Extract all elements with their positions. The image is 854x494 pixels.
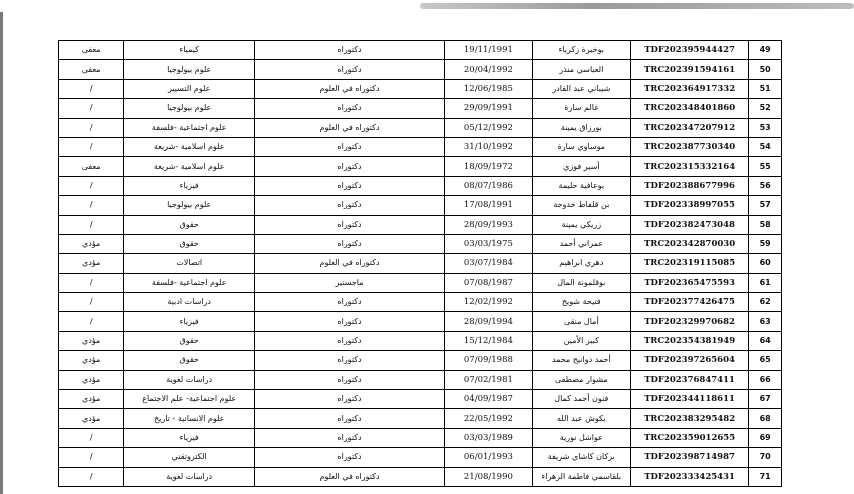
degree-cell: دكتوراه [255,157,445,176]
specialty-cell: فيزياء [124,176,255,195]
registration-code-cell: TDF202397265604 [630,351,748,370]
registration-code-cell: TDF202398714987 [630,448,748,467]
name-cell: فنون أحمد كمال [532,390,630,409]
specialty-cell: دراسات ادبية [124,293,255,312]
specialty-cell: علوم اجتماعية -فلسفة [124,118,255,137]
specialty-cell: علوم التسيير [124,79,255,98]
registration-code-cell: TDF202377426475 [630,293,748,312]
table-row [59,293,782,312]
name-cell: أسير فوزي [532,157,630,176]
table-row [59,137,782,156]
birth-date-cell: 03/07/1984 [444,254,532,273]
table-row [59,79,782,98]
row-number-cell: 66 [749,370,782,389]
name-cell: بوخيرة زكرياء [532,41,630,60]
birth-date-cell: 12/06/1985 [444,79,532,98]
row-number-cell: 53 [749,118,782,137]
specialty-cell: دراسات لغوية [124,467,255,486]
name-cell: بلقاسمي فاطمة الزهراء [532,467,630,486]
note-cell: / [59,215,124,234]
degree-cell: دكتوراه في العلوم [255,467,445,486]
table-row [59,312,782,331]
name-cell: زريكي يمينة [532,215,630,234]
note-cell: / [59,428,124,447]
birth-date-cell: 07/08/1987 [444,273,532,292]
table-row [59,99,782,118]
table-body [59,41,782,487]
note-cell: / [59,293,124,312]
birth-date-cell: 03/03/1975 [444,234,532,253]
table-row [59,467,782,486]
name-cell: بوقلمونة المال [532,273,630,292]
table-row [59,370,782,389]
degree-cell: دكتوراه [255,99,445,118]
registration-code-cell: TDF202388677996 [630,176,748,195]
specialty-cell: علوم بيولوجيا [124,60,255,79]
table-row [59,331,782,350]
row-number-cell: 49 [749,41,782,60]
birth-date-cell: 03/03/1989 [444,428,532,447]
registration-code-cell: TDF202333425431 [630,467,748,486]
row-number-cell: 61 [749,273,782,292]
birth-date-cell: 20/04/1992 [444,60,532,79]
row-number-cell: 54 [749,137,782,156]
degree-cell: دكتوراه في العلوم [255,79,445,98]
row-number-cell: 65 [749,351,782,370]
name-cell: بن قلفاط خدوجة [532,196,630,215]
birth-date-cell: 19/11/1991 [444,41,532,60]
registration-code-cell: TRC202342870030 [630,234,748,253]
specialty-cell: علوم الانسانية - تاريخ [124,409,255,428]
degree-cell: ماجستير [255,273,445,292]
registration-code-cell: TRC202387730340 [630,137,748,156]
row-number-cell: 57 [749,196,782,215]
name-cell: عمراني أحمد [532,234,630,253]
degree-cell: دكتوراه [255,448,445,467]
registration-code-cell: TDF202329970682 [630,312,748,331]
table-row [59,196,782,215]
specialty-cell: حقوق [124,351,255,370]
row-number-cell: 58 [749,215,782,234]
note-cell: مؤدي [59,351,124,370]
note-cell: / [59,176,124,195]
table-row [59,428,782,447]
name-cell: العباسي منذر [532,60,630,79]
registration-code-cell: TDF202376847411 [630,370,748,389]
birth-date-cell: 07/02/1981 [444,370,532,389]
specialty-cell: علوم بيولوجيا [124,196,255,215]
note-cell: / [59,467,124,486]
registration-code-cell: TDF202395944427 [630,41,748,60]
table-row [59,41,782,60]
degree-cell: دكتوراه [255,293,445,312]
degree-cell: دكتوراه [255,60,445,79]
page-edge [0,12,3,494]
note-cell: مؤدي [59,254,124,273]
degree-cell: دكتوراه [255,234,445,253]
specialty-cell: علوم اجتماعية- علم الاجتماع [124,390,255,409]
birth-date-cell: 22/05/1992 [444,409,532,428]
row-number-cell: 67 [749,390,782,409]
birth-date-cell: 07/09/1988 [444,351,532,370]
birth-date-cell: 08/07/1986 [444,176,532,195]
specialty-cell: علوم اجتماعية -فلسفة [124,273,255,292]
name-cell: كبير الأمين [532,331,630,350]
birth-date-cell: 15/12/1984 [444,331,532,350]
degree-cell: دكتوراه في العلوم [255,254,445,273]
note-cell: مؤدي [59,370,124,389]
registration-code-cell: TRC202364917332 [630,79,748,98]
specialty-cell: حقوق [124,234,255,253]
degree-cell: دكتوراه [255,41,445,60]
row-number-cell: 50 [749,60,782,79]
registration-code-cell: TDF202365475593 [630,273,748,292]
specialty-cell: الكتروتقني [124,448,255,467]
note-cell: / [59,312,124,331]
name-cell: عواشل نورية [532,428,630,447]
birth-date-cell: 28/09/1993 [444,215,532,234]
row-number-cell: 59 [749,234,782,253]
registration-code-cell: TRC202354381949 [630,331,748,350]
table-row [59,390,782,409]
row-number-cell: 64 [749,331,782,350]
specialty-cell: فيزياء [124,428,255,447]
registration-code-cell: TDF202338997055 [630,196,748,215]
specialty-cell: كيمياء [124,41,255,60]
note-cell: معفى [59,60,124,79]
row-number-cell: 60 [749,254,782,273]
specialty-cell: علوم اسلامية -شريعة [124,137,255,156]
degree-cell: دكتوراه [255,390,445,409]
registration-code-cell: TRC202383295482 [630,409,748,428]
degree-cell: دكتوراه [255,370,445,389]
note-cell: معفى [59,41,124,60]
note-cell: مؤدي [59,390,124,409]
birth-date-cell: 21/08/1990 [444,467,532,486]
row-number-cell: 63 [749,312,782,331]
degree-cell: دكتوراه [255,428,445,447]
specialty-cell: اتصالات [124,254,255,273]
registration-code-cell: TDF202344118611 [630,390,748,409]
table-row [59,409,782,428]
specialty-cell: حقوق [124,331,255,350]
note-cell: مؤدي [59,234,124,253]
table-row [59,351,782,370]
table-row [59,273,782,292]
name-cell: دهري ابراهيم [532,254,630,273]
note-cell: / [59,448,124,467]
name-cell: شيباني عبد القادر [532,79,630,98]
name-cell: أحمد دوانيج محمد [532,351,630,370]
row-number-cell: 62 [749,293,782,312]
name-cell: بركان كاشاي شريفة [532,448,630,467]
registration-code-cell: TRC202391594161 [630,60,748,79]
table-row [59,254,782,273]
name-cell: أمال منقى [532,312,630,331]
document-page [58,40,782,487]
row-number-cell: 71 [749,467,782,486]
specialty-cell: علوم بيولوجيا [124,99,255,118]
registration-code-cell: TRC202359012655 [630,428,748,447]
specialty-cell: فيزياء [124,312,255,331]
row-number-cell: 52 [749,99,782,118]
scan-shadow [420,3,854,9]
birth-date-cell: 31/10/1992 [444,137,532,156]
registration-code-cell: TRC202319115085 [630,254,748,273]
note-cell: / [59,137,124,156]
birth-date-cell: 05/12/1992 [444,118,532,137]
name-cell: فتيحة شويخ [532,293,630,312]
degree-cell: دكتوراه [255,196,445,215]
candidates-table [58,40,782,487]
name-cell: بورزاق يمينة [532,118,630,137]
name-cell: موساوي سارة [532,137,630,156]
table-row [59,118,782,137]
degree-cell: دكتوراه [255,409,445,428]
name-cell: بكوش عبد الله [532,409,630,428]
degree-cell: دكتوراه في العلوم [255,118,445,137]
name-cell: بوعافية حليمة [532,176,630,195]
name-cell: غالم سارة [532,99,630,118]
birth-date-cell: 04/09/1987 [444,390,532,409]
table-row [59,234,782,253]
table-row [59,60,782,79]
table-row [59,176,782,195]
row-number-cell: 51 [749,79,782,98]
birth-date-cell: 18/09/1972 [444,157,532,176]
degree-cell: دكتوراه [255,176,445,195]
registration-code-cell: TRC202348401860 [630,99,748,118]
registration-code-cell: TRC202347207912 [630,118,748,137]
note-cell: / [59,118,124,137]
note-cell: معفى [59,157,124,176]
degree-cell: دكتوراه [255,331,445,350]
birth-date-cell: 28/09/1994 [444,312,532,331]
note-cell: / [59,196,124,215]
birth-date-cell: 17/08/1991 [444,196,532,215]
registration-code-cell: TDF202382473048 [630,215,748,234]
birth-date-cell: 12/02/1992 [444,293,532,312]
name-cell: مشوار مصطفى [532,370,630,389]
row-number-cell: 68 [749,409,782,428]
specialty-cell: دراسات لغوية [124,370,255,389]
table-row [59,448,782,467]
birth-date-cell: 06/01/1993 [444,448,532,467]
birth-date-cell: 29/09/1991 [444,99,532,118]
table-row [59,215,782,234]
degree-cell: دكتوراه [255,351,445,370]
note-cell: / [59,79,124,98]
note-cell: مؤدي [59,331,124,350]
row-number-cell: 69 [749,428,782,447]
specialty-cell: حقوق [124,215,255,234]
degree-cell: دكتوراه [255,312,445,331]
top-bar [0,0,854,12]
degree-cell: دكتوراه [255,137,445,156]
table-row [59,157,782,176]
row-number-cell: 70 [749,448,782,467]
note-cell: / [59,273,124,292]
row-number-cell: 56 [749,176,782,195]
degree-cell: دكتوراه [255,215,445,234]
registration-code-cell: TRC202315332164 [630,157,748,176]
row-number-cell: 55 [749,157,782,176]
note-cell: / [59,99,124,118]
note-cell: مؤدي [59,409,124,428]
specialty-cell: علوم اسلامية -شريعة [124,157,255,176]
